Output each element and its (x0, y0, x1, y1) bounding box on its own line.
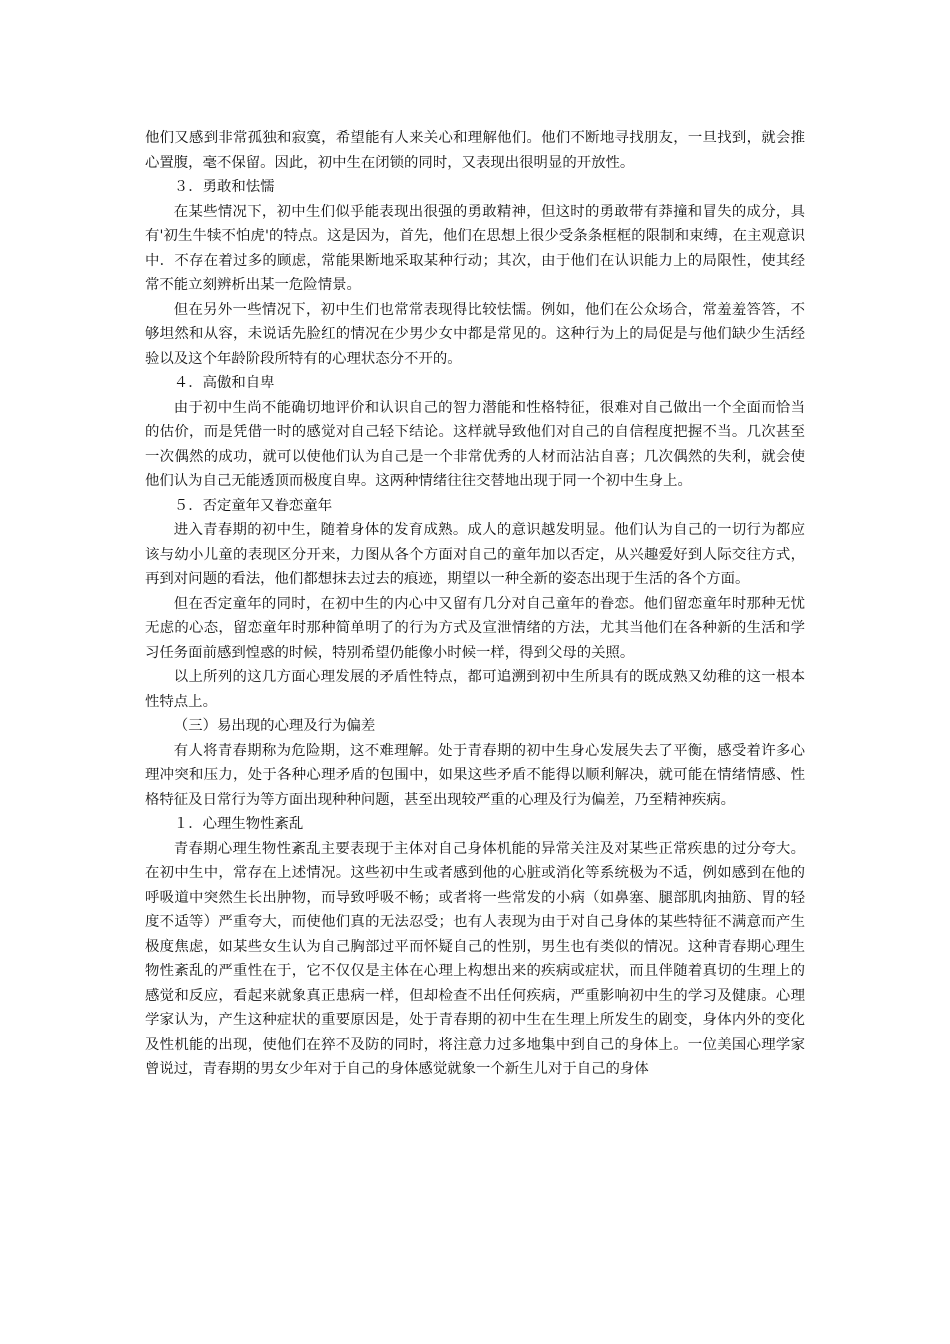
document-page (145, 126, 805, 1082)
section-heading: （三）易出现的心理及行为偏差 (173, 718, 376, 734)
paragraph: 青春期心理生物性紊乱主要表现于主体对自己身体机能的异常关注及对某些正常疾患的过分夸大。在初中生中，常存在上述情况。这些初中生或者感到他的心脏或消化等系统极为不适，例如感到在他的呼吸道中突然生长出肿物，而导致呼吸不畅；或者将一些常发的小病（如鼻塞、腿部肌肉抽筋、胃的轻度不适等）严重夸大，而使他们真的无法忍受；也有人表现为由于对自己身体的某些特征不满意而产生极度焦虑，如某些女生认为自己胸部过平而怀疑自己的性别，男生也有类似的情况。这种青春期心理生物性紊乱的严重性在于，它不仅仅是主体在心理上构想出来的疾病或症状，而且伴随着真切的生理上的感觉和反应，看起来就象真正患病一样，但却检查不出任何疾病，严重影响初中生的学习及健康。心理学家认为，产生这种症状的重要原因是，处于青春期的初中生在生理上所发生的剧变，身体内外的变化及性机能的出现，使他们在猝不及防的同时，将注意力过多地集中到自己的身体上。一位美国心理学家曾说过，青春期的男女少年对于自己的身体感觉就象一个新生儿对于自己的身体 (145, 840, 805, 1077)
paragraph: 但在否定童年的同时，在初中生的内心中又留有几分对自己童年的眷恋。他们留恋童年时那种无忧无虑的心态，留恋童年时那种简单明了的行为方式及宣泄情绪的方法，尤其当他们在各种新的生活和学习任务面前感到惶惑的时候，特别希望仍能像小时候一样，得到父母的关照。 (145, 595, 805, 661)
paragraph: 但在另外一些情况下，初中生们也常常表现得比较怯懦。例如，他们在公众场合，常羞羞答答，不够坦然和从容，未说话先脸红的情况在少男少女中都是常见的。这种行为上的局促是与他们缺少生活经验以及这个年龄阶段所特有的心理状态分不开的。 (145, 301, 805, 367)
paragraph: 有人将青春期称为危险期，这不难理解。处于青春期的初中生身心发展失去了平衡，感受着许多心理冲突和压力，处于各种心理矛盾的包围中，如果这些矛盾不能得以顺利解决，就可能在情绪情感、性格特征及日常行为等方面出现种种问题，甚至出现较严重的心理及行为偏差，乃至精神疾病。 (145, 742, 805, 808)
paragraph: 以上所列的这几方面心理发展的矛盾性特点，都可追溯到初中生所具有的既成熟又幼稚的这一根本性特点上。 (145, 669, 805, 710)
section-heading: １．心理生物性紊乱 (173, 816, 304, 832)
paragraph: 他们又感到非常孤独和寂寞，希望能有人来关心和理解他们。他们不断地寻找朋友，一旦找到，就会推心置腹，毫不保留。因此，初中生在闭锁的同时，又表现出很明显的开放性。 (145, 130, 805, 171)
paragraph: 在某些情况下，初中生们似乎能表现出很强的勇敢精神，但这时的勇敢带有莽撞和冒失的成分，具有'初生牛犊不怕虎'的特点。这是因为，首先，他们在思想上很少受条条框框的限制和束缚，在主观意识中．不存在着过多的顾虑，常能果断地采取某种行动；其次，由于他们在认识能力上的局限性，使其经常不能立刻辨析出某一危险情景。 (145, 203, 805, 293)
section-heading: ４．高傲和自卑 (173, 375, 275, 391)
section-heading: ５．否定童年又眷恋童年 (173, 497, 333, 514)
section-heading: ３．勇敢和怯懦 (173, 179, 275, 195)
paragraph: 进入青春期的初中生，随着身体的发育成熟。成人的意识越发明显。他们认为自己的一切行为都应该与幼小儿童的表现区分开来，力图从各个方面对自己的童年加以否定，从兴趣爱好到人际交往方式，再到对问题的看法，他们都想抹去过去的痕迹，期望以一种全新的姿态出现于生活的各个方面。 (145, 522, 805, 587)
paragraph: 由于初中生尚不能确切地评价和认识自己的智力潜能和性格特征，很难对自己做出一个全面而恰当的估价，而是凭借一时的感觉对自己轻下结论。这样就导致他们对自己的自信程度把握不当。几次甚至一次偶然的成功，就可以使他们认为自己是一个非常优秀的人材而沾沾自喜；几次偶然的失利，就会使他们认为自己无能透顶而极度自卑。这两种情绪往往交替地出现于同一个初中生身上。 (145, 399, 805, 489)
